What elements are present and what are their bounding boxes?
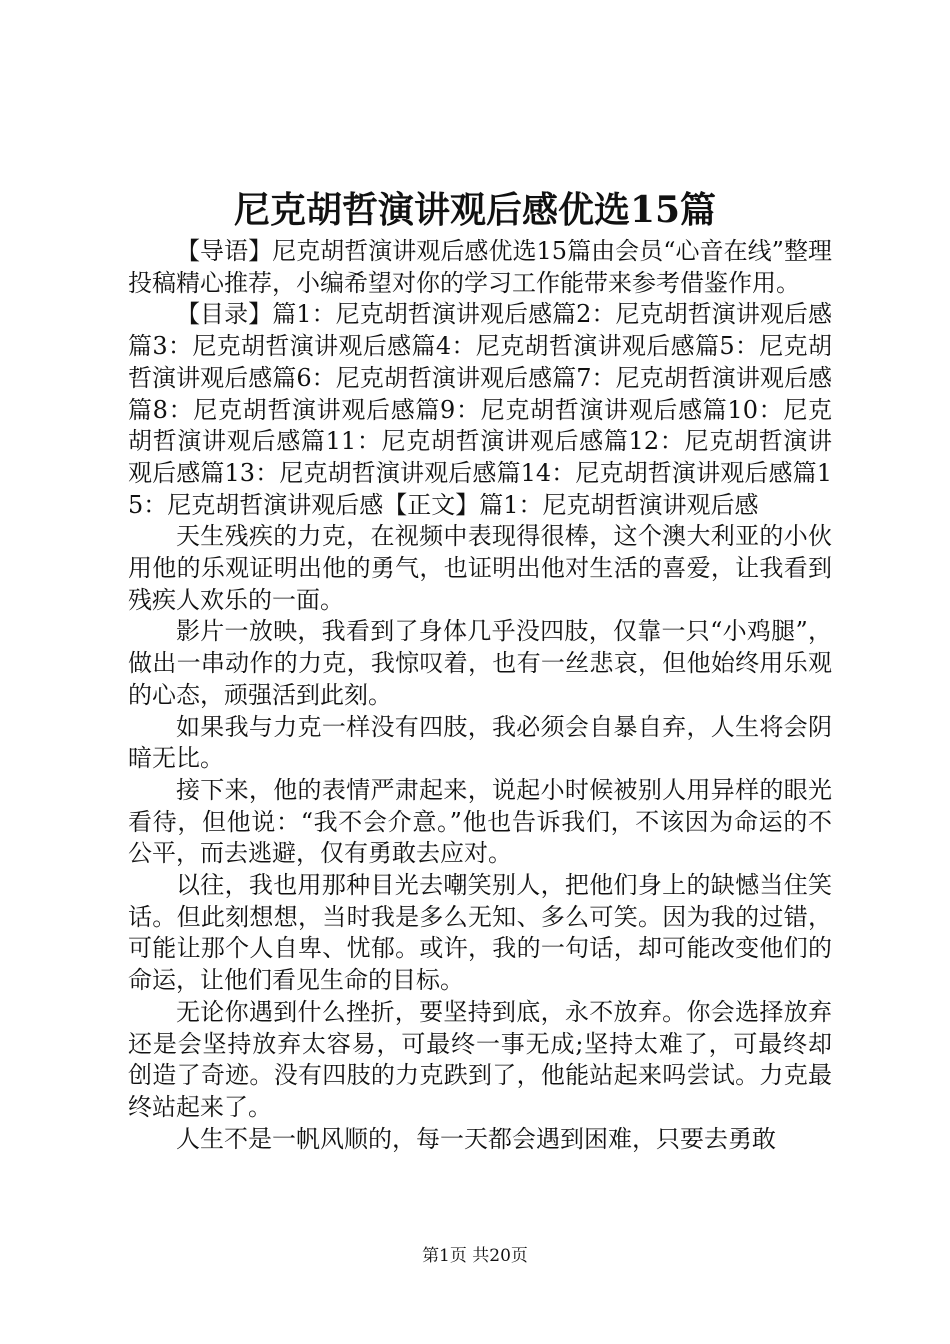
paragraph-body-6: 无论你遇到什么挫折，要坚持到底，永不放弃。你会选择放弃还是会坚持放弃太容易，可最终一事无成;坚持太难了，可最终却创造了奇迹。没有四肢的力克跌到了，他能站起来吗尝试。力克最终站起来了。 (128, 997, 832, 1121)
paragraph-body-3: 如果我与力克一样没有四肢，我必须会自暴自弃，人生将会阴暗无比。 (128, 712, 832, 773)
paragraph-toc: 【目录】篇1：尼克胡哲演讲观后感篇2：尼克胡哲演讲观后感篇3：尼克胡哲演讲观后感篇4：尼克胡哲演讲观后感篇5：尼克胡哲演讲观后感篇6：尼克胡哲演讲观后感篇7：尼克胡哲演讲观后感篇8：尼克胡哲演讲观后感篇9：尼克胡哲演讲观后感篇10：尼克胡哲演讲观后感篇11：尼克胡哲演讲观后感篇12：尼克胡哲演讲观后感篇13：尼克胡哲演讲观后感篇14：尼克胡哲演讲观后感篇15：尼克胡哲演讲观后感【正文】篇1：尼克胡哲演讲观后感 (128, 300, 832, 519)
document-body (128, 236, 832, 1155)
paragraph-body-4: 接下来，他的表情严肃起来，说起小时候被别人用异样的眼光看待，但他说：“我不会介意。”他也告诉我们，不该因为命运的不公平，而去逃避，仅有勇敢去应对。 (128, 775, 832, 868)
document-title: 尼克胡哲演讲观后感优选15篇 (233, 189, 717, 231)
paragraph-body-2: 影片一放映，我看到了身体几乎没四肢，仅靠一只“小鸡腿”，做出一串动作的力克，我惊叹着，也有一丝悲哀，但他始终用乐观的心态，顽强活到此刻。 (128, 617, 832, 709)
paragraph-body-1: 天生残疾的力克，在视频中表现得很棒，这个澳大利亚的小伙用他的乐观证明出他的勇气，也证明出他对生活的喜爱，让我看到残疾人欢乐的一面。 (128, 522, 832, 614)
paragraph-body-5: 以往，我也用那种目光去嘲笑别人，把他们身上的缺憾当住笑话。但此刻想想，当时我是多么无知、多么可笑。因为我的过错，可能让那个人自卑、忧郁。或许，我的一句话，却可能改变他们的命运，让他们看见生命的目标。 (128, 871, 832, 995)
paragraph-intro: 【导语】尼克胡哲演讲观后感优选15篇由会员“心音在线”整理投稿精心推荐，小编希望对你的学习工作能带来参考借鉴作用。 (128, 237, 832, 297)
page-footer: 第1页 共20页 (422, 1246, 528, 1266)
paragraph-body-7: 人生不是一帆风顺的，每一天都会遇到困难，只要去勇敢 (176, 1124, 776, 1153)
